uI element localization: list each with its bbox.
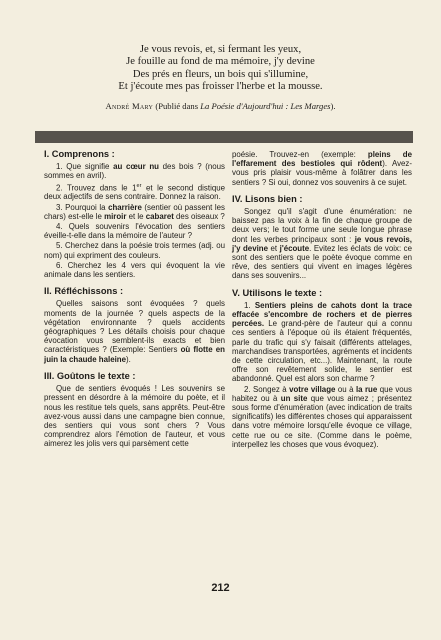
left-column xyxy=(44,150,225,457)
poem-attribution xyxy=(0,101,441,111)
section-title: IV. Lisons bien : xyxy=(232,193,303,204)
section-lisons xyxy=(232,195,412,281)
right-column xyxy=(232,150,412,457)
section-comprenons xyxy=(44,150,225,279)
section-utilisons xyxy=(232,289,412,449)
section-title: II. Réfléchissons : xyxy=(44,286,124,297)
poem-line: Et j'écoute mes pas froisser l'herbe et la mousse. xyxy=(118,80,323,92)
section-text: Que de sentiers évoqués ! Les souvenirs se pressent en désordre à la mémoire du poète, et il nous les restitue tels quels, sans apprêts. Peut-être avez-vous aussi dans une campagne bien connue, des sentiers qui vous sont chers ? Vous comprendrez alors l'émotion de l'auteur, et vous aimerez les jolis vers qui parsèment cette xyxy=(44,384,225,449)
divider-band xyxy=(35,131,413,143)
page-number: 212 xyxy=(211,582,230,594)
exercise-2: 2. Songez à votre village ou à la rue que vous habitez ou à un site que vous aimez ; présentez sous forme d'énumération (avec indication de traits significatifs) les différentes choses qui apparaissent dans votre mémoire lorsqu'elle évoque ce village, cette rue ou ce site. (Comme dans le poème, interpellez les choses que vous évoquez). xyxy=(232,384,412,449)
poem-line: Je fouille au fond de ma mémoire, j'y devine xyxy=(126,56,315,68)
section-title: V. Utilisons le texte : xyxy=(232,287,323,298)
section-text: Songez qu'il s'agit d'une énumération: ne baissez pas la voix à la fin de chaque groupe de deux vers; le tout forme une seule longue phrase dont les verbes principaux sont : je vous revois, j'y devine et j'écoute. Evitez les éclats de voix: ce sont des sentiers que le poète évoque comme en rêve, des sentiers qui vivent en images légères dans ses souvenirs... xyxy=(232,207,412,281)
poem xyxy=(0,44,441,93)
section-goutons xyxy=(44,372,225,449)
credit-prefix: (Publié dans xyxy=(155,101,199,111)
question-6: 6. Cherchez les 4 vers qui évoquent la vie animale dans les sentiers. xyxy=(44,260,225,280)
section-title: I. Comprenons : xyxy=(44,149,115,159)
question-3: 3. Pourquoi la charrière (sentier où passent les chars) est-elle le miroir et le cabaret des oiseaux ? xyxy=(44,202,225,221)
question-2: 2. Trouvez dans le 1er et le second distique deux adjectifs de sens contraire. Donnez la raison. xyxy=(44,182,225,202)
question-1: 1. Que signifie au cœur nu des bois ? (nous sommes en avril). xyxy=(44,162,226,181)
source-title: La Poésie d'Aujourd'hui : Les Marges xyxy=(200,101,331,111)
question-5: 5. Cherchez dans la poésie trois termes (adj. ou nom) qui expriment des couleurs. xyxy=(44,241,225,260)
section-text: Quelles saisons sont évoquées ? quels moments de la journée ? quels aspects de la végétation environnante ? quels accidents géographiques ? Les détails choisis pour chaque évocation vous semblent-ils exacts et bien caractéristiques ? (Exemple: Sentiers où flotte en juin la chaude haleine). xyxy=(44,299,225,364)
poem-line: Des prés en fleurs, un bois qui s'illumine, xyxy=(132,68,309,80)
section-text: poésie. Trouvez-en (exemple: pleins de l'effarement des bestioles qui rôdent). Avez-vous pris plaisir vous-même à folâtrer dans les sentiers ? Si oui, donnez vos souvenirs à ce sujet. xyxy=(232,150,413,187)
credit-suffix: ). xyxy=(330,101,336,111)
section-title: III. Goûtons le texte : xyxy=(44,370,136,381)
section-reflechissons xyxy=(44,287,225,364)
exercise-1: 1. Sentiers pleins de cahots dont la trace effacée s'encombre de rochers et de pierres percées. Le grand-père de l'auteur qui a connu ces sentiers à l'époque où ils étaient fréquentés, parle du trafic qui s'y faisait (différents attelages, marchandises transportées, agréments et incidents de cette circulation, etc...). Maintenant, la route offre son revêtement solide, le sentier est abandonné. Quel est alors son charme ? xyxy=(232,300,412,384)
question-4: 4. Quels souvenirs l'évocation des sentiers éveille-t-elle dans la mémoire de l'auteur ? xyxy=(44,222,225,241)
poem-line: Je vous revois, et, si fermant les yeux, xyxy=(139,44,302,55)
poem-author: André Mary xyxy=(105,101,154,111)
section-goutons-continued xyxy=(232,150,412,187)
